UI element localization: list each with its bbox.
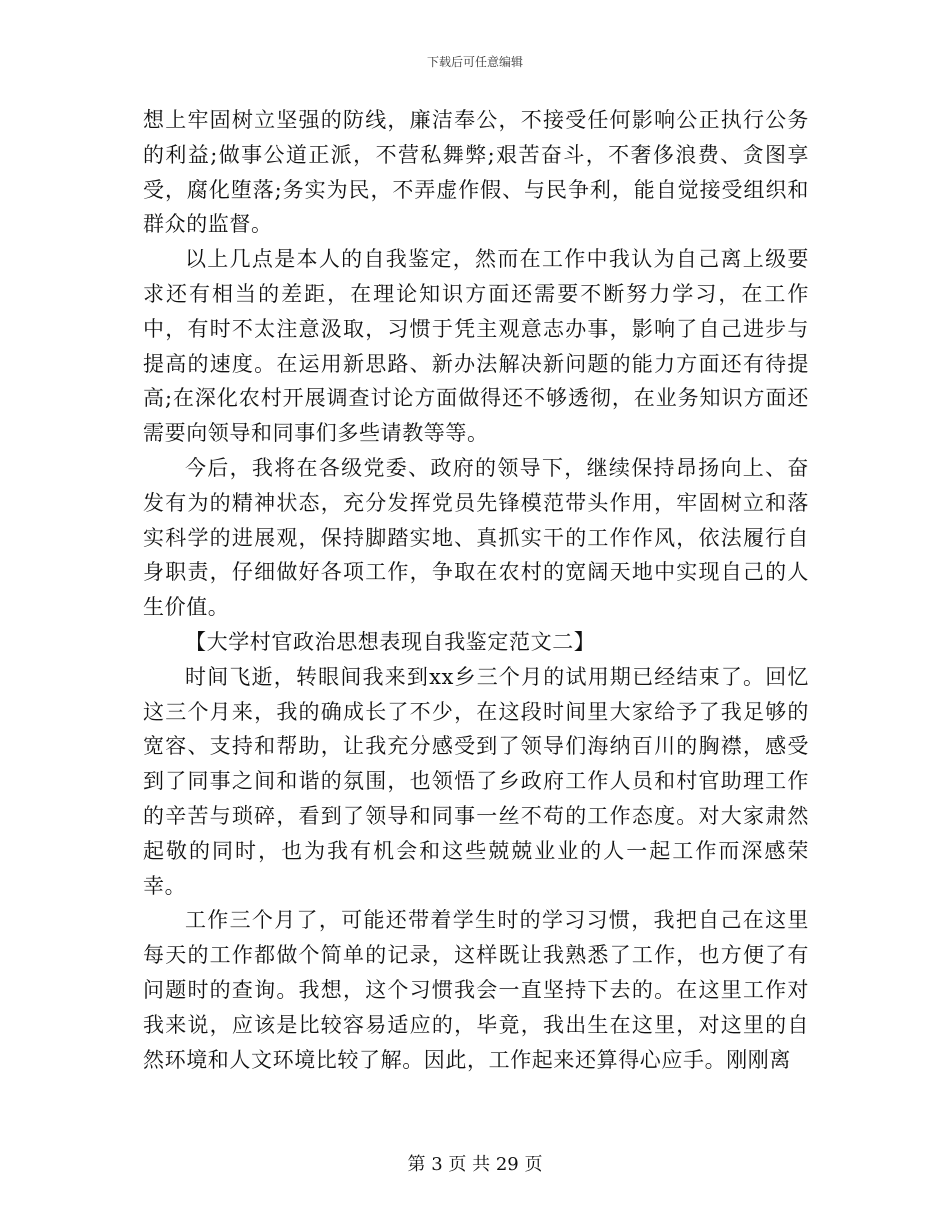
section-heading: 【大学村官政治思想表现自我鉴定范文二】 bbox=[185, 629, 596, 654]
document-body bbox=[143, 103, 809, 1077]
page-number: 第 3 页 共 29 页 bbox=[407, 1154, 543, 1175]
paragraph-future-plan: 今后，我将在各级党委、政府的领导下，继续保持昂扬向上、奋发有为的精神状态，充分发挥党员先锋模范带头作用，牢固树立和落实科学的进展观，保持脚踏实地、真抓实干的工作作风，依法履行自身职责，仔细做好各项工作，争取在农村的宽阔天地中实现自己的人生价值。 bbox=[143, 455, 809, 620]
page-header: 下载后可任意编辑 bbox=[426, 55, 523, 69]
paragraph-continuation: 想上牢固树立坚强的防线，廉洁奉公，不接受任何影响公正执行公务的利益;做事公道正派，不营私舞弊;艰苦奋斗，不奢侈浪费、贪图享受，腐化堕落;务实为民，不弄虚作假、与民争利，能自觉接受组织和群众的监督。 bbox=[143, 108, 809, 237]
paragraph-self-assessment: 以上几点是本人的自我鉴定，然而在工作中我认为自己离上级要求还有相当的差距，在理论知识方面还需要不断努力学习，在工作中，有时不太注意汲取，习惯于凭主观意志办事，影响了自己进步与提高的速度。在运用新思路、新办法解决新问题的能力方面还有待提高;在深化农村开展调查讨论方面做得还不够透彻，在业务知识方面还需要向领导和同事们多些请教等等。 bbox=[143, 247, 809, 446]
paragraph-work-habits: 工作三个月了，可能还带着学生时的学习习惯，我把自己在这里每天的工作都做个简单的记录，这样既让我熟悉了工作，也方便了有问题时的查询。我想，这个习惯我会一直坚持下去的。在这里工作对我来说，应该是比较容易适应的，毕竟，我出生在这里，对这里的自然环境和人文环境比较了解。因此，工作起来还算得心应手。刚刚离 bbox=[143, 908, 809, 1072]
paragraph-three-months: 时间飞逝，转眼间我来到xx乡三个月的试用期已经结束了。回忆这三个月来，我的确成长了不少，在这段时间里大家给予了我足够的宽容、支持和帮助，让我充分感受到了领导们海纳百川的胸襟，感受到了同事之间和谐的氛围，也领悟了乡政府工作人员和村官助理工作的辛苦与琐碎，看到了领导和同事一丝不苟的工作态度。对大家肃然起敬的同时，也为我有机会和这些兢兢业业的人一起工作而深感荣幸。 bbox=[143, 664, 809, 898]
